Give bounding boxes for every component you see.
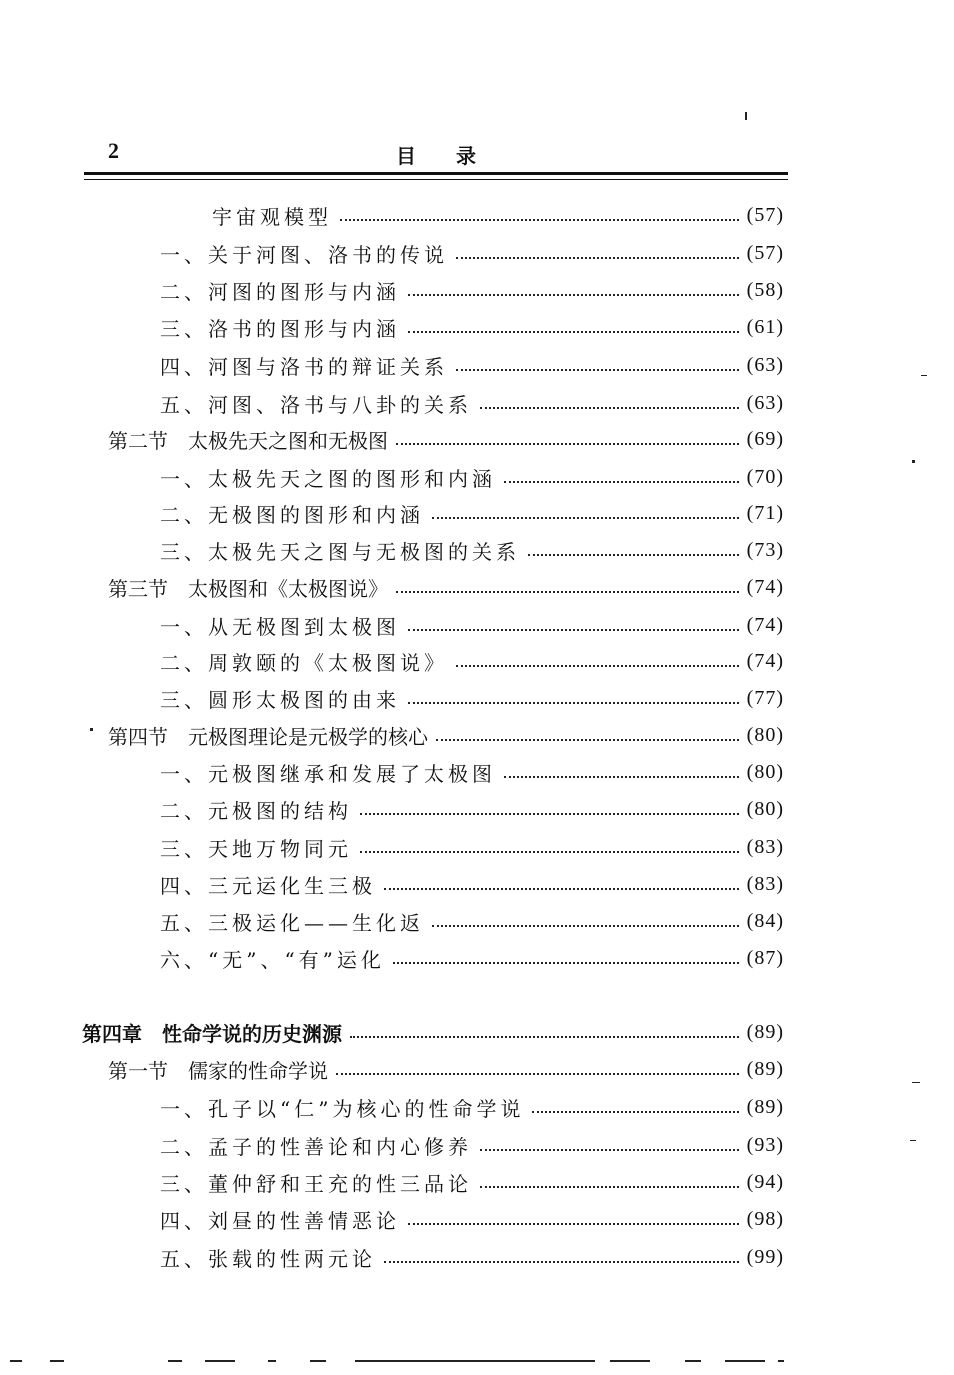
toc-page-number: (80): [746, 797, 784, 820]
toc-entry-title: 二、河图的图形与内涵: [160, 279, 400, 304]
toc-item-row: [160, 646, 784, 676]
toc-page-number: (98): [746, 1207, 784, 1230]
scan-speck: [912, 460, 915, 463]
toc-entry-title: 一、从无极图到太极图: [160, 614, 400, 639]
toc-item-row: [160, 275, 784, 305]
dot-leader: [480, 407, 739, 409]
dot-leader: [480, 1149, 739, 1151]
toc-page-number: (99): [746, 1245, 784, 1268]
toc-entry-title: 六、“无”、“有”运化: [160, 947, 385, 972]
scan-edge-line: [205, 1360, 235, 1362]
toc-page-number: (89): [746, 1057, 784, 1080]
toc-section-row: [108, 424, 784, 454]
toc-page-number: (74): [746, 613, 784, 636]
toc-entry-title: 三、洛书的图形与内涵: [160, 316, 400, 341]
scan-edge-line: [168, 1360, 182, 1362]
scan-edge-line: [778, 1360, 784, 1362]
toc-entry-title: 第四章 性命学说的历史渊源: [82, 1021, 342, 1046]
running-title: 目录: [396, 144, 516, 168]
toc-item-row: [160, 794, 784, 824]
toc-page-number: (63): [746, 391, 784, 414]
dot-leader: [456, 665, 739, 667]
toc-page-number: (89): [746, 1020, 784, 1043]
toc-page-number: (80): [746, 760, 784, 783]
toc-section-row: [108, 720, 784, 750]
scan-edge-line: [50, 1360, 64, 1362]
scan-edge-line: [725, 1360, 765, 1362]
toc-item-row: [160, 610, 784, 640]
dot-leader: [396, 443, 739, 445]
dot-leader: [408, 629, 739, 631]
dot-leader: [432, 925, 739, 927]
toc-entry-title: 第二节 太极先天之图和无极图: [108, 428, 388, 453]
scan-speck: [921, 375, 927, 376]
toc-entry-title: 二、无极图的图形和内涵: [160, 502, 424, 527]
toc-entry-title: 一、太极先天之图的图形和内涵: [160, 466, 496, 491]
dot-leader: [393, 962, 739, 964]
scan-edge-line: [10, 1360, 22, 1362]
toc-item-row: [160, 462, 784, 492]
dot-leader: [336, 1073, 739, 1075]
dot-leader: [504, 481, 739, 483]
toc-item-row: [160, 1167, 784, 1197]
dot-leader: [350, 1036, 739, 1038]
toc-page-number: (61): [746, 315, 784, 338]
dot-leader: [480, 1186, 739, 1188]
toc-page-number: (83): [746, 872, 784, 895]
toc-chapter-row: [82, 1017, 784, 1047]
toc-item-row: [160, 1092, 784, 1122]
toc-entry-title: 三、董仲舒和王充的性三品论: [160, 1171, 472, 1196]
toc-entry-title: 四、刘昼的性善情恶论: [160, 1208, 400, 1233]
toc-page-number: (57): [746, 203, 784, 226]
dot-leader: [408, 331, 739, 333]
scan-speck: [910, 1140, 916, 1141]
toc-page-number: (89): [746, 1095, 784, 1118]
dot-leader: [436, 739, 739, 741]
toc-item-row: [160, 906, 784, 936]
scan-edge-line: [310, 1360, 326, 1362]
header-rule-thin: [84, 179, 788, 180]
toc-page-number: (57): [746, 241, 784, 264]
toc-entry-title: 三、圆形太极图的由来: [160, 687, 400, 712]
dot-leader: [532, 1111, 738, 1113]
toc-entry-title: 五、张载的性两元论: [160, 1246, 376, 1271]
toc-page-number: (74): [746, 575, 784, 598]
scan-edge-line: [355, 1360, 595, 1362]
toc-section-row: [108, 572, 784, 602]
dot-leader: [408, 702, 739, 704]
toc-item-row: [160, 350, 784, 380]
toc-item-row: [160, 312, 784, 342]
dot-leader: [396, 591, 739, 593]
dot-leader: [504, 776, 739, 778]
toc-entry-title: 二、周敦颐的《太极图说》: [160, 650, 448, 675]
toc-entry-title: 五、三极运化——生化返: [160, 910, 424, 935]
toc-entry-title: 第三节 太极图和《太极图说》: [108, 576, 388, 601]
dot-leader: [456, 369, 739, 371]
toc-section-row: [108, 1054, 784, 1084]
scan-speck: [90, 728, 93, 731]
dot-leader: [360, 851, 739, 853]
dot-leader: [408, 294, 739, 296]
dot-leader: [456, 257, 739, 259]
toc-item-row: [160, 943, 784, 973]
toc-page-number: (63): [746, 353, 784, 376]
toc-item-row: [160, 1204, 784, 1234]
toc-item-row: [160, 683, 784, 713]
header-rule-thick: [84, 172, 788, 175]
toc-page-number: (73): [746, 538, 784, 561]
toc-page-number: (84): [746, 909, 784, 932]
toc-item-row: [160, 869, 784, 899]
toc-item-row: [160, 1242, 784, 1272]
toc-entry-title: 三、太极先天之图与无极图的关系: [160, 539, 520, 564]
toc-item-row: [160, 498, 784, 528]
toc-entry-title: 一、孔子以“仁”为核心的性命学说: [160, 1096, 525, 1121]
toc-page-number: (93): [746, 1133, 784, 1156]
toc-page-number: (74): [746, 649, 784, 672]
scan-edge-line: [268, 1360, 276, 1362]
dot-leader: [384, 1261, 739, 1263]
toc-item-row: [160, 757, 784, 787]
toc-page-number: (77): [746, 686, 784, 709]
toc-page-number: (58): [746, 278, 784, 301]
toc-page-number: (83): [746, 835, 784, 858]
toc-entry-title: 宇宙观模型: [212, 204, 332, 229]
toc-entry-title: 三、天地万物同元: [160, 836, 352, 861]
page-number: 2: [108, 138, 119, 163]
toc-page-number: (71): [746, 501, 784, 524]
toc-entry-title: 一、关于河图、洛书的传说: [160, 242, 448, 267]
toc-entry-title: 二、元极图的结构: [160, 798, 352, 823]
toc-page-number: (69): [746, 427, 784, 450]
toc-page-number: (80): [746, 723, 784, 746]
dot-leader: [432, 517, 739, 519]
toc-entry-title: 第一节 儒家的性命学说: [108, 1058, 328, 1083]
scan-speck: [912, 1082, 920, 1083]
dot-leader: [384, 888, 739, 890]
toc-entry-title: 四、河图与洛书的辩证关系: [160, 354, 448, 379]
scan-edge-line: [685, 1360, 701, 1362]
toc-entry-title: 第四节 元极图理论是元极学的核心: [108, 724, 428, 749]
dot-leader: [528, 554, 739, 556]
toc-item-row: [160, 1130, 784, 1160]
toc-item-row: [160, 238, 784, 268]
scan-speck: [745, 112, 747, 120]
dot-leader: [340, 219, 739, 221]
toc-item-row: [160, 832, 784, 862]
toc-page-number: (87): [746, 946, 784, 969]
toc-page-number: (94): [746, 1170, 784, 1193]
toc-page-number: (70): [746, 465, 784, 488]
toc-item-row: [212, 200, 784, 230]
toc-entry-title: 四、三元运化生三极: [160, 873, 376, 898]
toc-item-row: [160, 535, 784, 565]
toc-entry-title: 一、元极图继承和发展了太极图: [160, 761, 496, 786]
dot-leader: [408, 1223, 739, 1225]
dot-leader: [360, 813, 739, 815]
toc-item-row: [160, 388, 784, 418]
toc-entry-title: 五、河图、洛书与八卦的关系: [160, 392, 472, 417]
scan-edge-line: [610, 1360, 650, 1362]
page-header: [84, 138, 788, 170]
toc-entry-title: 二、孟子的性善论和内心修养: [160, 1134, 472, 1159]
